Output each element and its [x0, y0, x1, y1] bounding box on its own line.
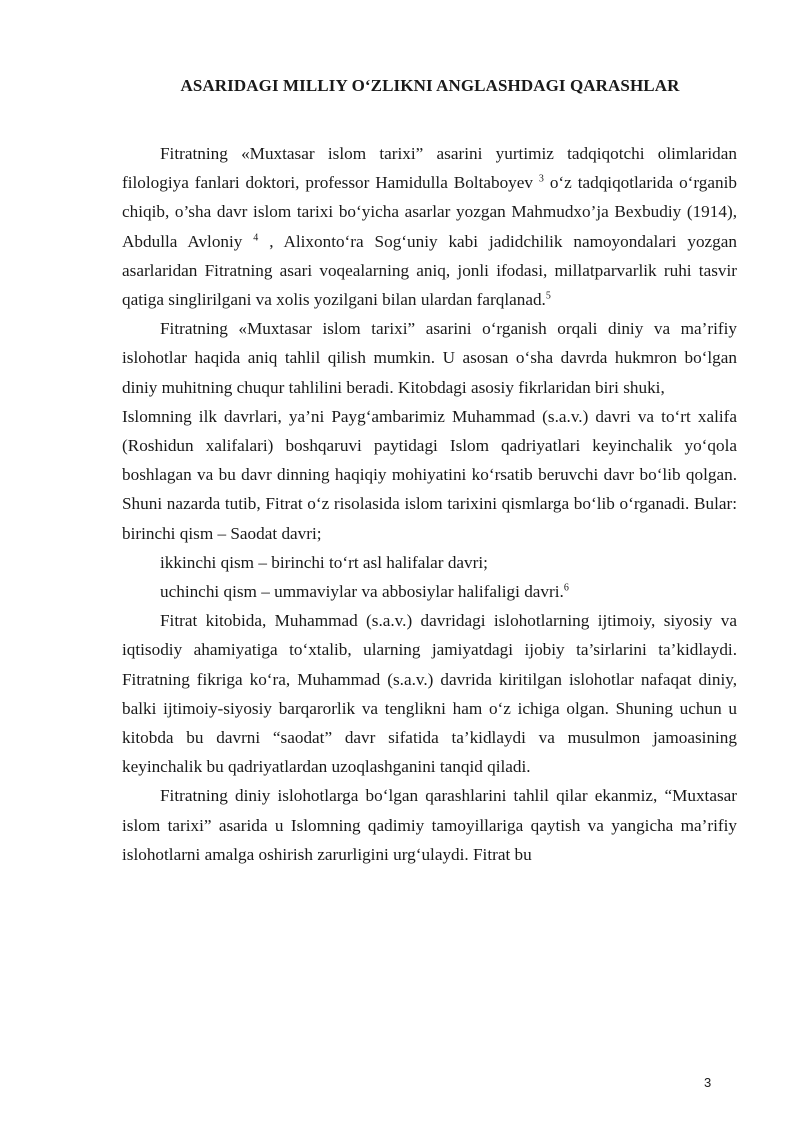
paragraph-1-part-1: Fitratning «Muxtasar islom tarixi” asarini yurtimiz tadqiqotchi olimlaridan filologiya fanlari doktori, professor Hamidulla Boltaboyev: [122, 144, 737, 193]
footnote-ref-5: 5: [545, 290, 551, 302]
paragraph-4: Fitrat kitobida, Muhammad (s.a.v.) davridagi islohotlarning ijtimoiy, siyosiy va iqtisodiy ahamiyatiga to‘xtalib, ularning jamiyatdagi ijobiy ta’sirlarini ta’kidlaydi. Fitratning fikriga ko‘ra, Muhammad (s.a.v.) davrida kiritilgan islohotlar nafaqat diniy, balki ijtimoiy-siyosiy barqarorlik va tenglikni ham o‘z ichiga olgan. Shuning uchun u kitobda bu davrni “saodat” davr sifatida ta’kidlaydi va musulmon jamoasining keyinchalik bu qadriyatlardan uzoqlashganini tanqid qiladi.: [122, 611, 737, 777]
body-text: [122, 139, 737, 869]
footnote-ref-3: 3: [538, 173, 544, 185]
paragraph-5: Fitratning diniy islohotlarga bo‘lgan qarashlarini tahlil qilar ekanmiz, “Muxtasar islom tarixi” asarida u Islomning qadimiy tamoyillariga qaytish va yangicha ma’rifiy islohotlarni amalga oshirish zarurligini urg‘ulaydi. Fitrat bu: [122, 786, 737, 864]
list-item-3: [122, 577, 737, 606]
list-item-2: ikkinchi qism – birinchi to‘rt asl halifalar davri;: [160, 552, 488, 572]
paragraph-1-part-2: o‘z tadqiqotlarida o‘rganib chiqib, o’sha davr islom tarixi bo‘yicha asarlar yozgan Mahmudxo’ja Bexbudiy (1914), Abdulla Avloniy: [122, 173, 737, 251]
paragraph-1: [122, 139, 737, 314]
section-heading: ASARIDAGI MILLIY O‘ZLIKNI ANGLASHDAGI QARASHLAR: [180, 76, 680, 95]
footnote-ref-6: 6: [563, 582, 569, 594]
paragraph-3: Islomning ilk davrlari, ya’ni Payg‘ambarimiz Muhammad (s.a.v.) davri va to‘rt xalifa (Roshidun xalifalari) boshqaruvi paytidagi Islom qadriyatlari keyinchalik yo‘qola boshlagan va bu davr dinning haqiqiy mohiyatini ko‘rsatib beruvchi davr bo‘lib qolgan. Shuni nazarda tutib, Fitrat o‘z risolasida islom tarixini qismlarga bo‘lib o‘rganadi. Bular: birinchi qism – Saodat davri;: [122, 406, 737, 543]
footnote-ref-4: 4: [253, 231, 259, 243]
list-item-3-text: uchinchi qism – ummaviylar va abbosiylar halifaligi davri.: [160, 582, 564, 602]
paragraph-2: Fitratning «Muxtasar islom tarixi” asarini o‘rganish orqali diniy va ma’rifiy islohotlar haqida aniq tahlil qilish mumkin. U asosan o‘sha davrda hukmron bo‘lgan diniy muhitning chuqur tahlilini beradi. Kitobdagi asosiy fikrlaridan biri shuki,: [122, 319, 737, 397]
page-number: 3: [704, 1075, 712, 1090]
paragraph-1-part-3: , Alixonto‘ra Sog‘uniy kabi jadidchilik namoyondalari yozgan asarlaridan Fitratning asari voqealarning aniq, jonli ifodasi, millatparvarlik ruhi tasvir qatiga singlirilgani va xolis yozilgani bilan ulardan farqlanad.: [122, 231, 737, 310]
